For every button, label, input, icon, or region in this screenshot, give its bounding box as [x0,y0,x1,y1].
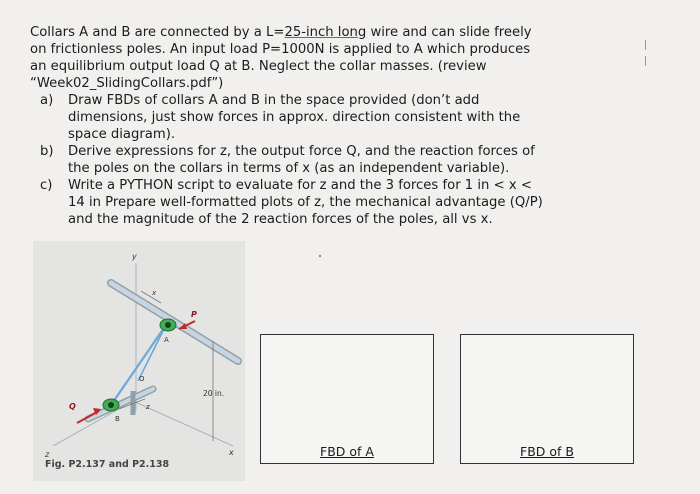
margin-marks [645,40,649,70]
label-z-axis: z [45,450,50,459]
figure-caption: Fig. P2.137 and P2.138 [45,459,170,470]
part-label: b) [40,144,54,159]
wire-segment [138,325,166,381]
stray-dot [319,255,321,257]
part-text: Write a PYTHON script to evaluate for z and the 3 forces for 1 in < x < 14 in Prepare well-formatted plots of z, the mechanical advantage (Q/P) and the magnitude of the 2 reaction forces of the poles, all vs x. [68,178,543,227]
label-q: Q [69,402,76,411]
part-c [30,177,550,228]
problem-statement [30,24,550,228]
wire-length-text: 25-inch long [284,25,367,40]
lower-pole-highlight [88,389,153,419]
collar-diagram [33,241,245,481]
fbd-a-label: FBD of A [320,444,374,459]
label-y: y [132,252,137,261]
part-a [30,92,550,143]
part-b [30,143,550,177]
part-label: a) [40,93,54,108]
label-o: O [139,375,145,383]
label-x-axis: x [229,448,234,457]
fbd-b-box[interactable] [460,334,634,464]
part-text: Derive expressions for z, the output force Q, and the reaction forces of the poles on the collars in terms of x (as an independent variable). [68,144,535,176]
collar-a-pin [165,322,171,328]
fbd-a-box[interactable] [260,334,434,464]
label-z-dim: z [146,403,150,411]
label-20-in: 20 in. [203,389,225,398]
fbd-b-label: FBD of B [520,444,574,459]
problem-parts [30,92,550,228]
label-x-dim: x [152,289,157,297]
problem-intro [30,24,550,92]
label-a: A [164,336,169,344]
z-axis-line [53,401,133,446]
label-p: P [191,310,197,319]
label-b: B [115,415,120,423]
intro-text-end: wire and can slide freely on frictionless poles. An input load P=1000N is applied to A which produces an equilibrium output load Q at B. Neglect the collar masses. (review “Week02_SlidingCollars.pdf”) [30,25,532,91]
part-text: Draw FBDs of collars A and B in the space provided (don’t add dimensions, just show forces in approx. direction consistent with the space diagram). [68,93,521,142]
collar-b-pin [108,402,114,408]
collar-figure [33,241,245,481]
intro-text-start: Collars A and B are connected by a L= [30,25,285,40]
part-label: c) [40,178,53,193]
